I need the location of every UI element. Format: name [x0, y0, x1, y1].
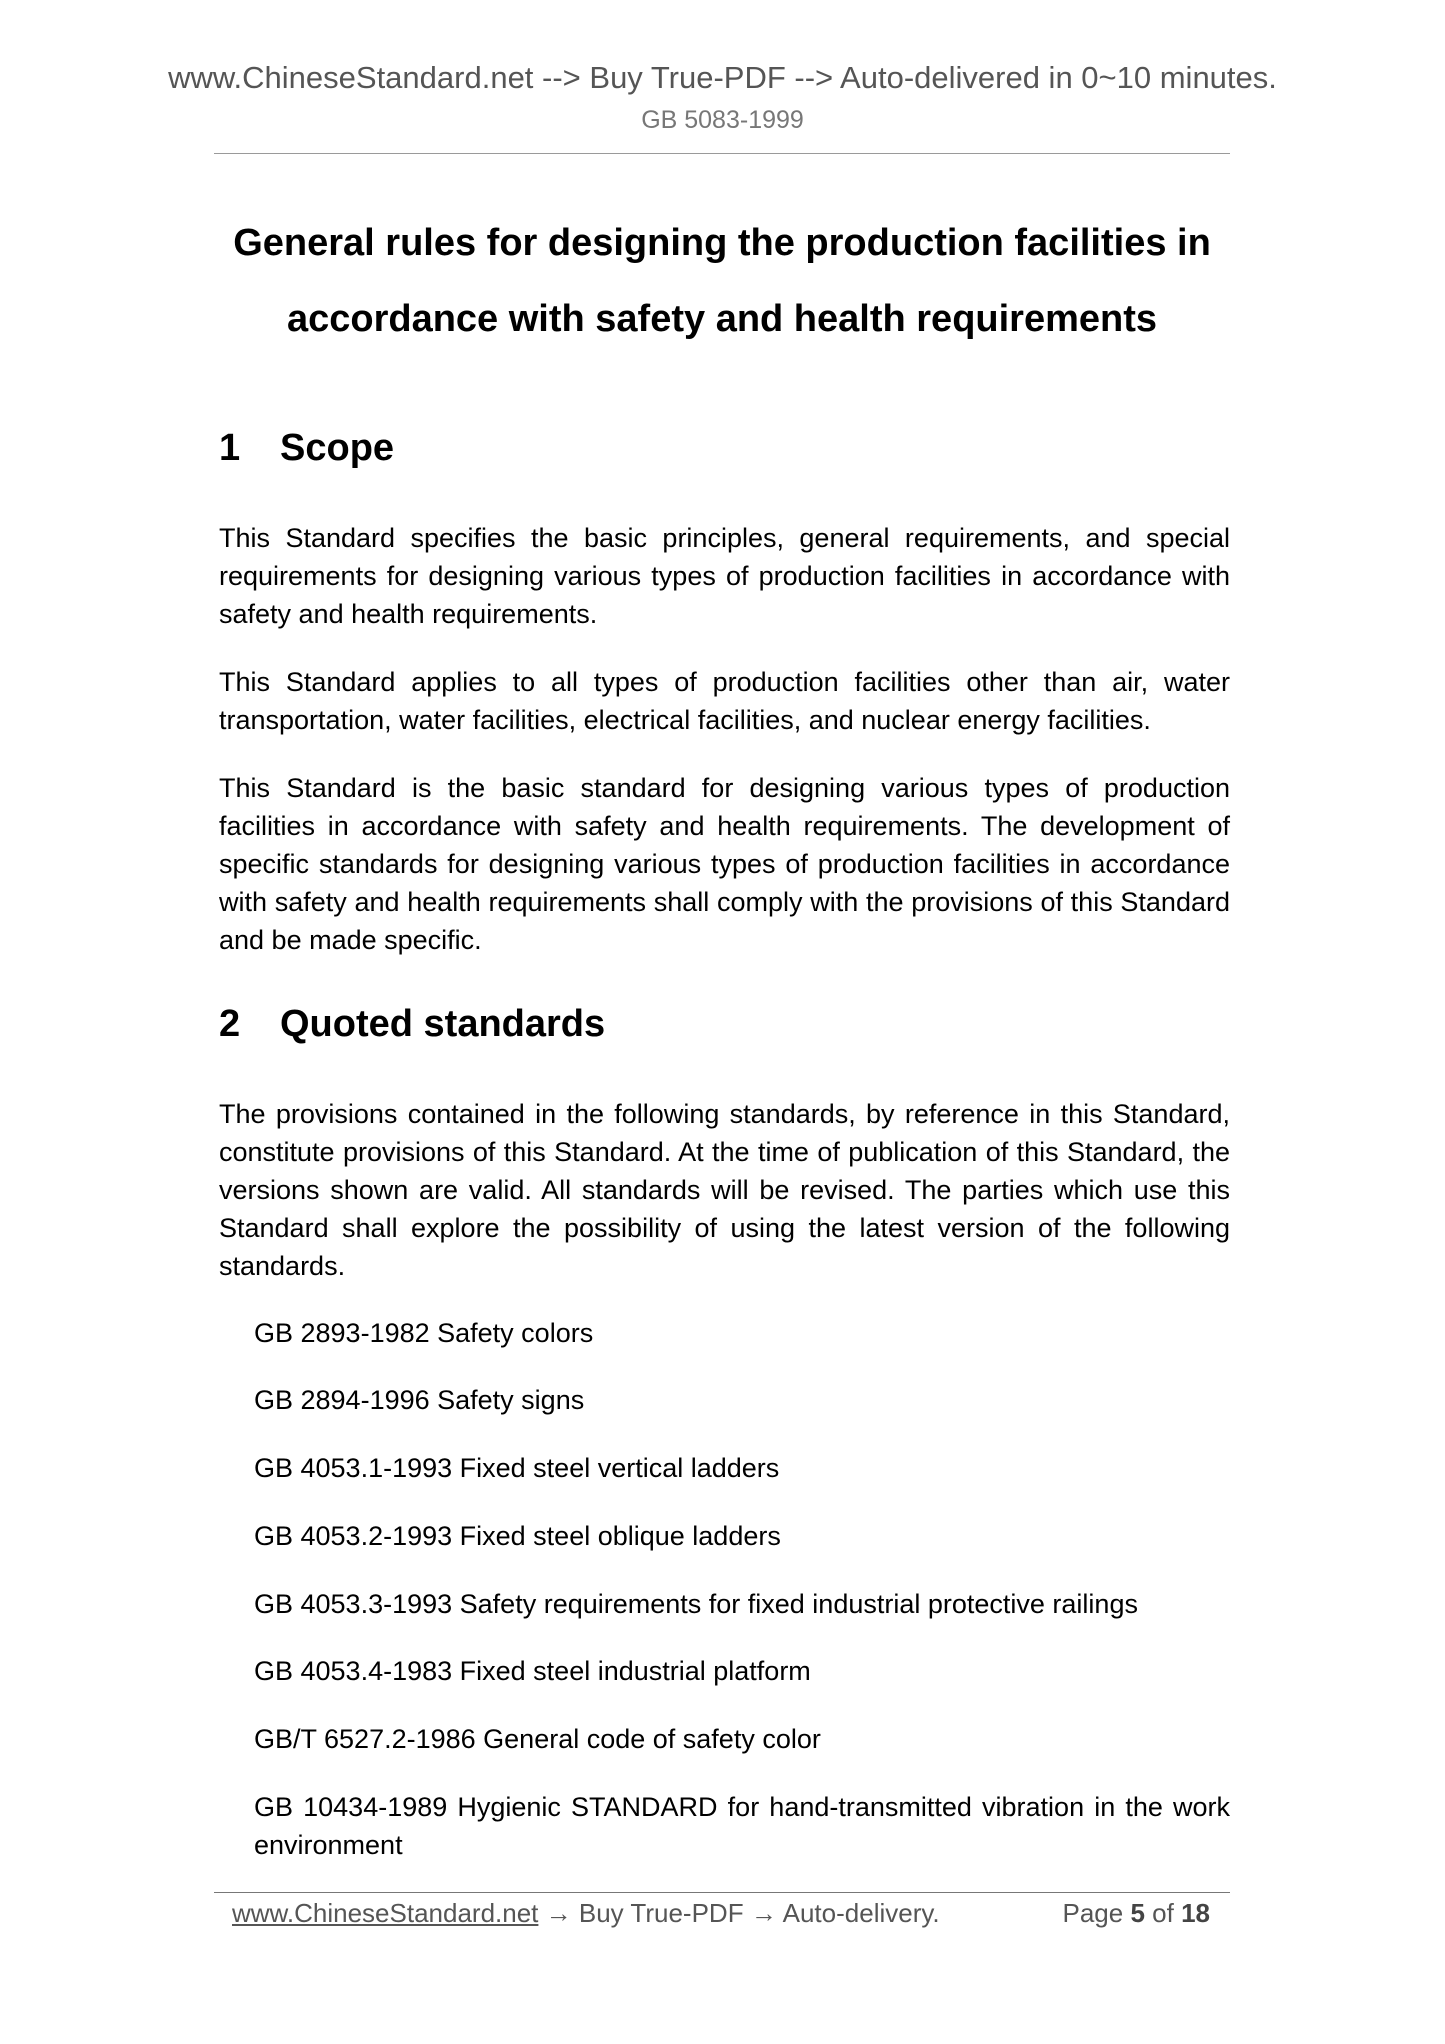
reference-item: GB 10434-1989 Hygienic STANDARD for hand-transmitted vibration in the work environment [254, 1792, 1230, 1860]
document-title [214, 205, 1230, 357]
footer-promo [232, 1895, 940, 1931]
section-heading-scope [219, 424, 394, 472]
page-label: Page [1062, 1898, 1124, 1928]
page-number: 5 [1130, 1898, 1145, 1928]
footer-buy-text: Buy True-PDF [578, 1898, 744, 1928]
section-number: 2 [219, 1003, 241, 1045]
paragraph: This Standard specifies the basic principles, general requirements, and special requirements for designing various types of production facilities in accordance with safety and health requirements. [219, 523, 1230, 629]
of-label: of [1152, 1898, 1174, 1928]
title-line-1: General rules for designing the production facilities in [233, 222, 1211, 264]
paragraph: The provisions contained in the following standards, by reference in this Standard, constitute provisions of this Standard. At the time of publication of this Standard, the versions shown are valid. All standards will be revised. The parties which use this Standard shall explore the possibility of using the latest version of the following standards. [219, 1099, 1230, 1281]
reference-item: GB 4053.3-1993 Safety requirements for fixed industrial protective railings [254, 1589, 1138, 1619]
paragraph: This Standard applies to all types of production facilities other than air, water transportation, water facilities, electrical facilities, and nuclear energy facilities. [219, 667, 1230, 735]
section-title: Quoted standards [280, 1003, 606, 1045]
reference-item: GB 2894-1996 Safety signs [254, 1385, 585, 1415]
reference-item: GB 4053.1-1993 Fixed steel vertical ladders [254, 1453, 780, 1483]
arrow-right-icon: → [750, 1898, 777, 1928]
arrow-right-icon: → [545, 1898, 572, 1928]
total-pages: 18 [1181, 1898, 1210, 1928]
paragraph: This Standard is the basic standard for designing various types of production facilities in accordance with safety and health requirements. The development of specific standards for designing various types of production facilities in accordance with safety and health requirements shall comply with the provisions of this Standard and be made specific. [219, 773, 1230, 955]
section-heading-quoted-standards [219, 1000, 605, 1048]
title-line-2: accordance with safety and health requirements [286, 298, 1158, 340]
section-title: Scope [280, 427, 395, 469]
reference-item: GB/T 6527.2-1986 General code of safety color [254, 1724, 821, 1754]
header-divider [214, 153, 1230, 154]
header-banner: www.ChineseStandard.net --> Buy True-PDF --> Auto-delivered in 0~10 minutes. [168, 60, 1277, 95]
reference-item: GB 4053.4-1983 Fixed steel industrial platform [254, 1656, 811, 1686]
reference-item: GB 4053.2-1993 Fixed steel oblique ladders [254, 1521, 781, 1551]
footer-divider [214, 1892, 1230, 1893]
header-doc-code: GB 5083-1999 [641, 106, 804, 134]
footer-site-link[interactable]: www.ChineseStandard.net [232, 1898, 539, 1928]
section-number: 1 [219, 427, 241, 469]
footer-delivery-text: Auto-delivery. [782, 1898, 940, 1928]
reference-item: GB 2893-1982 Safety colors [254, 1318, 594, 1348]
page-indicator [1062, 1895, 1210, 1931]
